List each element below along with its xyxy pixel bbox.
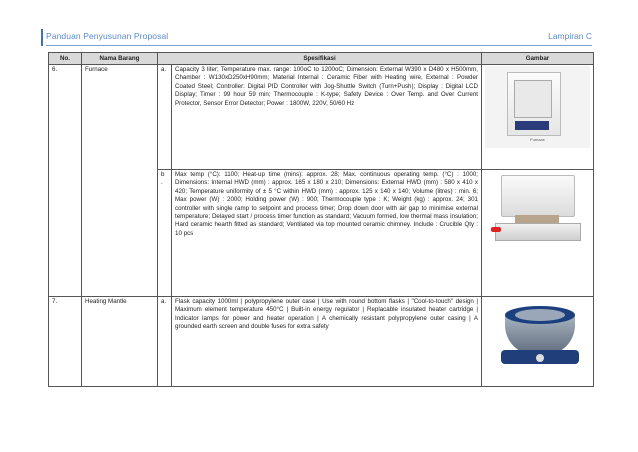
- col-header-no: No.: [49, 53, 82, 65]
- furnace-image: [485, 171, 590, 251]
- furnace-chamber-opening: [515, 215, 559, 223]
- row-spec: Capacity 3 liter; Temperature max. range: 100oC to 1200oC; Dimension: External W390 x D480 x H500mm, Chamber : W130xD250xH90mm; Material Internal : Ceramic Fiber with Heating wire, External : Powder Coated Steel; Controller: Digital PID Controller with Jog-Shuttle Switch (Turn+Push); Display : Digital LCD Display; Timer : 99 hour 59 min; Thermocouple : K-type; Safety Device : Over Temp. and Over Current Protector, Sensor Error Detector; Power : 1800W, 220V, 50/60 Hz: [172, 65, 482, 170]
- furnace-door: [514, 80, 552, 118]
- row-image-cell: [482, 297, 594, 387]
- col-header-name: Nama Barang: [82, 53, 158, 65]
- row-letter: b .: [158, 170, 172, 297]
- header-rule: [46, 45, 592, 46]
- furnace-shell: [501, 175, 575, 217]
- header-appendix: Lampiran C: [548, 31, 592, 41]
- row-name: Furnace: [82, 65, 158, 170]
- row-letter: a.: [158, 297, 172, 387]
- row-name: Heating Mantle: [82, 297, 158, 387]
- furnace-image: [485, 66, 590, 148]
- row-spec: Flask capacity 1000ml | polypropylene outer case | Use with round bottom flasks | "Cool-to-touch" design | Maximum element temperature 450°C | Built-in energy regulator | Replacable insulated heater cartridge | Indicator lamps for power and heater operation | A chemically resistant polypropylene outer casing | A grounded earth screen and double fuses for extra safety: [172, 297, 482, 387]
- row-letter: a.: [158, 65, 172, 170]
- row-spec: Max temp (°C): 1100; Heat-up time (mins): approx. 28; Max. continuous operating temp. (°C) : 1000; Dimensions: Internal HWD (mm) : approx. 165 x 180 x 210; Dimensions: External HWD (mm) : 580 x 410 x 420; Temperature uniformity of ± 5 °C within HWD (mm) : approx. 125 x 140 x 140; Volume (litres) : min. 6; Max power (W) : 2000; Holding power (W) : 900; Thermocouple type : K; Weight (kg) : approx. 24; 301 controller with single ramp to setpoint and process timer; Drop down door with air gap to minimise external temperature; Delayed start / process timer function as standard; Vacuum formed, low thermal mass insulation; Hard ceramic hearth fitted as standard; Ventilated via top mounted ceramic chimney. Include : Crucible Qty : 10 pcs: [172, 170, 482, 297]
- mantle-opening: [515, 309, 565, 321]
- row-no: 7.: [49, 297, 82, 387]
- furnace-handle: [491, 227, 501, 232]
- table-header-row: [49, 53, 594, 65]
- header-accent-bar: [41, 29, 43, 46]
- furnace-image-label: Furnace: [530, 137, 545, 142]
- mantle-dial: [536, 354, 544, 362]
- row-image-cell: [482, 65, 594, 170]
- page-header: [46, 28, 592, 48]
- row-no: 6.: [49, 65, 82, 170]
- col-header-spec: Spesifikasi: [158, 53, 482, 65]
- row-image-cell: [482, 170, 594, 297]
- row-no: [49, 170, 82, 297]
- table-row: [49, 65, 594, 170]
- furnace-control-panel: [515, 121, 549, 130]
- specification-table: [48, 52, 594, 387]
- col-header-image: Gambar: [482, 53, 594, 65]
- heating-mantle-image: [485, 298, 590, 380]
- row-name: [82, 170, 158, 297]
- header-title: Panduan Penyusunan Proposal: [46, 31, 169, 41]
- furnace-drop-door: [495, 223, 581, 241]
- table-row: [49, 297, 594, 387]
- table-row: [49, 170, 594, 297]
